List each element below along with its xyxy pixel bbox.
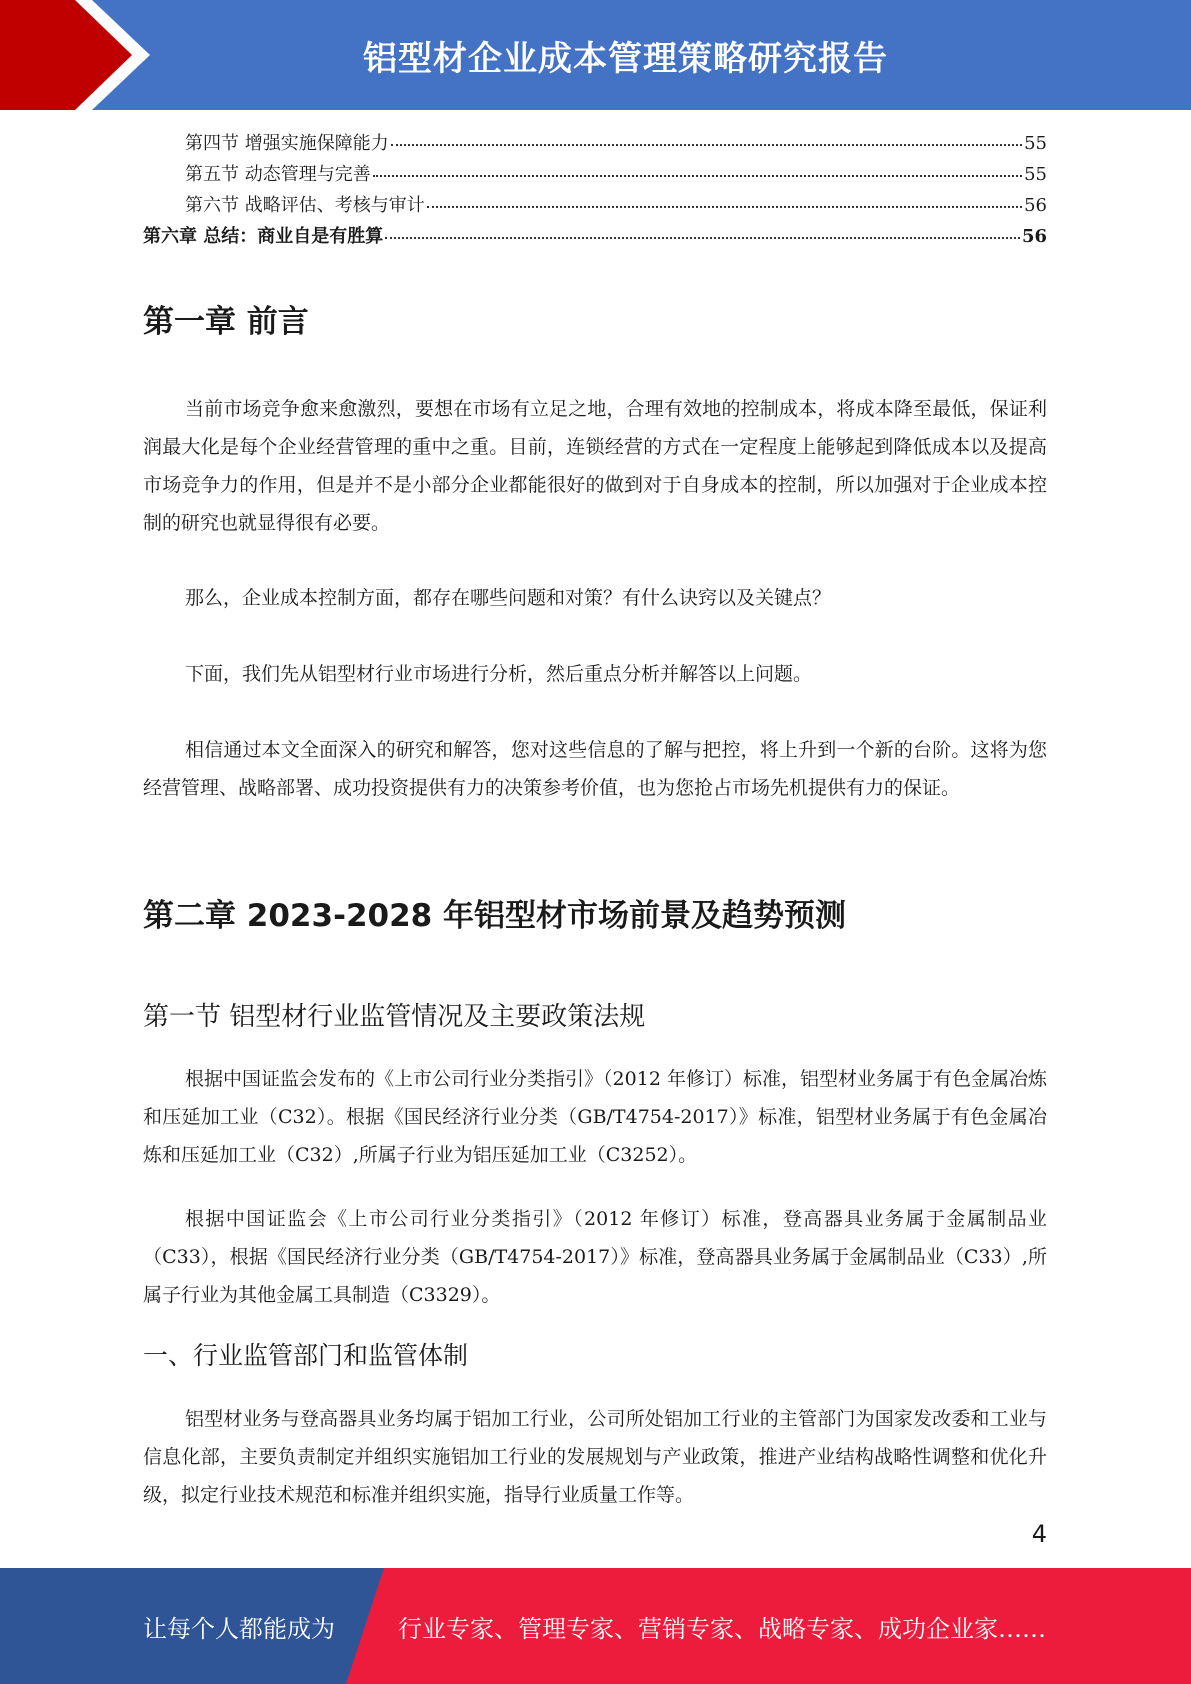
toc-entry-page: 56 [1021,226,1047,247]
toc-leader-dots [391,126,1022,146]
section-1-heading: 第一节 铝型材行业监管情况及主要政策法规 [143,1002,646,1032]
footer-slogan-right: 行业专家、管理专家、营销专家、战略专家、成功企业家…… [398,1614,1046,1643]
toc-entry-page: 56 [1024,195,1047,216]
chevron-arrow-icon [0,0,155,110]
toc-entry-label: 第六章 总结：商业自是有胜算 [143,226,384,247]
toc-entry-label: 第五节 动态管理与完善 [185,164,371,185]
toc-chapter-entry[interactable] [143,221,1047,252]
paragraph: 相信通过本文全面深入的研究和解答，您对这些信息的了解与把控，将上升到一个新的台阶。这将为您经营管理、战略部署、成功投资提供有力的决策参考价值，也为您抢占市场先机提供有力的保证。 [143,739,1047,799]
paragraph: 根据中国证监会《上市公司行业分类指引》（2012 年修订）标准，登高器具业务属于金属制品业（C33），根据《国民经济行业分类（GB/T4754-2017）》标准，登高器具业务属于金属制品业（C33）,所属子行业为其他金属工具制造（C3329）。 [143,1208,1047,1306]
chapter-2-heading: 第二章 2023-2028 年铝型材市场前景及趋势预测 [143,898,847,934]
paragraph: 根据中国证监会发布的《上市公司行业分类指引》（2012 年修订）标准，铝型材业务属于有色金属冶炼和压延加工业（C32）。根据《国民经济行业分类（GB/T4754-2017）》标准，铝型材业务属于有色金属冶炼和压延加工业（C32）,所属子行业为铝压延加工业（C3252）。 [143,1068,1047,1166]
toc-list [143,128,1047,252]
chapter-1-heading: 第一章 前言 [143,304,309,340]
toc-entry[interactable] [143,190,1047,221]
subsection-heading: 一、行业监管部门和监管体制 [143,1341,469,1370]
paragraph: 那么，企业成本控制方面，都存在哪些问题和对策？有什么诀窍以及关键点？ [185,587,832,609]
toc-entry[interactable] [143,159,1047,190]
paragraph: 下面，我们先从铝型材行业市场进行分析，然后重点分析并解答以上问题。 [185,663,813,685]
toc-entry[interactable] [143,128,1047,159]
toc-entry-label: 第六节 战略评估、考核与审计 [185,195,425,216]
footer-slogan-left: 让每个人都能成为 [143,1614,335,1643]
header-band [0,0,1191,110]
footer-band [0,1568,1191,1684]
toc-leader-dots [427,188,1022,208]
paragraph: 当前市场竞争愈来愈激烈，要想在市场有立足之地，合理有效地的控制成本，将成本降至最低，保证利润最大化是每个企业经营管理的重中之重。目前，连锁经营的方式在一定程度上能够起到降低成本以及提高市场竞争力的作用，但是并不是小部分企业都能很好的做到对于自身成本的控制，所以加强对于企业成本控制的研究也就显得很有必要。 [143,398,1047,534]
toc-leader-dots [385,219,1020,239]
paragraph: 铝型材业务与登高器具业务均属于铝加工行业，公司所处铝加工行业的主管部门为国家发改委和工业与信息化部，主要负责制定并组织实施铝加工行业的发展规划与产业政策，推进产业结构战略性调整和优化升级，拟定行业技术规范和标准并组织实施，指导行业质量工作等。 [143,1408,1047,1506]
toc-leader-dots [373,157,1022,177]
page-number: 4 [1031,1520,1047,1548]
toc-entry-page: 55 [1024,164,1047,185]
toc-entry-page: 55 [1024,133,1047,154]
toc-entry-label: 第四节 增强实施保障能力 [185,133,389,154]
document-title: 铝型材企业成本管理策略研究报告 [363,38,888,79]
